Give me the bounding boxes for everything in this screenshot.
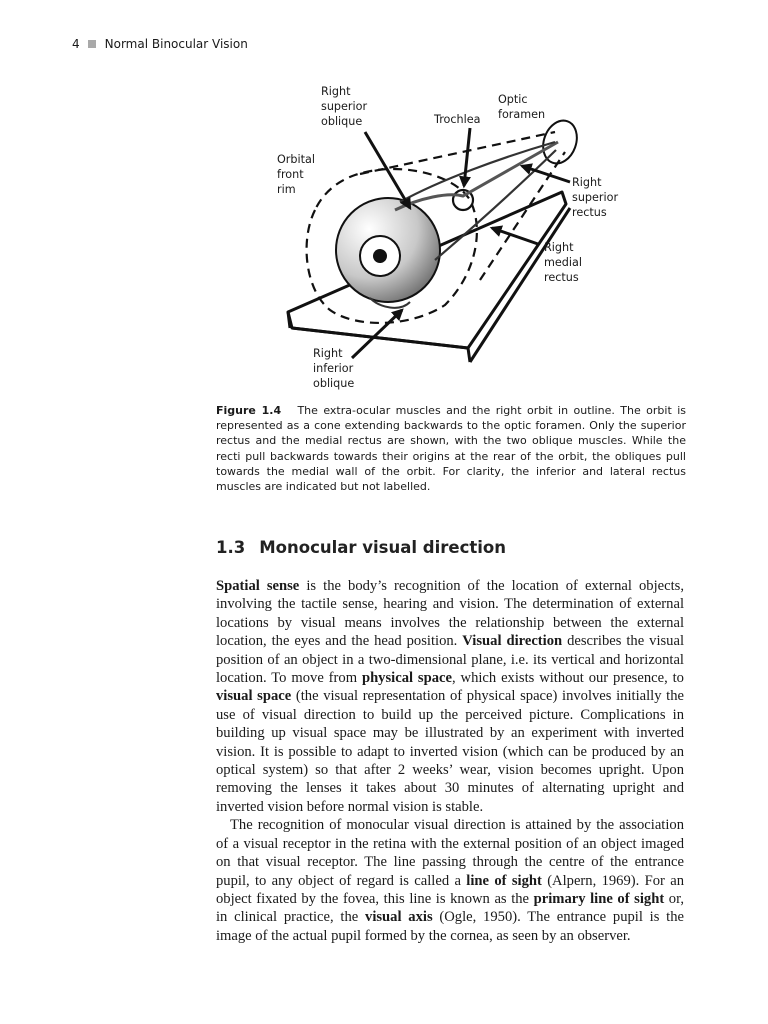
figure-caption-label: Figure 1.4 <box>216 404 282 417</box>
term-spatial-sense: Spatial sense <box>216 578 300 594</box>
section-title: Monocular visual direction <box>259 538 506 557</box>
paragraph-1-text-a: is the body’s recognition of the location of external objects, involving the tactile sense, hearing and vision. The determination of external locations by visual means involves the relationship between the external location, the eyes and the head position. <box>216 578 684 650</box>
term-physical-space: physical space <box>361 670 452 687</box>
term-primary-line-of-sight: primary line of sight <box>533 890 665 907</box>
running-header <box>72 37 248 51</box>
page-number: 4 <box>72 37 80 51</box>
figure-caption-text: The extra-ocular muscles and the right orbit in outline. The orbit is represented as a cone extending backwards to the optic foramen. Only the superior rectus and the medial rectus are shown, with the two oblique muscles. While the recti pull backwards towards their origins at the rear of the orbit, the obliques pull towards the medial wall of the orbit. For clarity, the inferior and lateral rectus muscles are indicated but not labelled. <box>216 404 686 494</box>
figure-caption <box>216 403 686 494</box>
paragraph-2-text-a: The recognition of monocular visual direction is attained by the association of a visual receptor in the retina with the external position of an object imaged on that visual receptor. The line passing through the centre of the entrance pupil, to any object of regard is called a <box>216 817 684 889</box>
label-right-inferior-oblique: Right inferior oblique <box>313 347 355 390</box>
arrow-right-superior-oblique <box>365 132 410 208</box>
paragraph-2 <box>216 816 684 945</box>
section-number: 1.3 <box>216 538 246 557</box>
body-text <box>216 577 684 945</box>
label-right-medial-rectus: Right medial rectus <box>544 241 582 284</box>
paragraph-1-text-c: , which exists without our presence, to <box>451 670 684 687</box>
pupil <box>373 249 387 263</box>
label-orbital-front-rim: Orbital front rim <box>277 153 315 196</box>
paragraph-2-text-c: or, in clinical practice, the <box>216 890 685 926</box>
paragraph-1-text-d: (the visual representation of physical space) involves initially the use of visual direction to build up the perceived picture. Complications in building up visual space may be illustrated by an experiment with inverted vision. It is possible to adapt to inverted vision (which can be produced by an optical system) so that after 2 weeks’ wear, vision becomes upright. Upon removing the lenses it takes about 30 minutes of alternating upright and inverted vision before normal vision is stable. <box>216 688 684 815</box>
label-optic-foramen: Optic foramen <box>498 93 546 121</box>
term-line-of-sight: line of sight <box>466 872 542 889</box>
paragraph-2-text-b: (Alpern, 1969). For an object fixated by the fovea, this line is known as the <box>216 872 685 907</box>
section-heading <box>216 538 506 557</box>
label-trochlea: Trochlea <box>434 113 481 126</box>
label-right-superior-oblique: Right superior oblique <box>321 85 368 128</box>
label-right-superior-rectus: Right superior rectus <box>572 176 619 219</box>
paragraph-2-text-d: (Ogle, 1950). The entrance pupil is the image of the actual pupil formed by the cornea, as seen by an observer. <box>216 909 684 944</box>
term-visual-direction: Visual direction <box>462 633 563 650</box>
figure-orbit-diagram <box>270 80 619 400</box>
term-visual-space: visual space <box>216 688 292 705</box>
term-visual-axis: visual axis <box>365 909 433 926</box>
paragraph-1 <box>216 577 684 816</box>
running-title: Normal Binocular Vision <box>104 37 248 51</box>
arrow-trochlea <box>464 128 470 186</box>
header-square-ornament <box>88 40 96 48</box>
paragraph-1-text-b: describes the visual position of an object in a two-dimensional plane, i.e. its vertical and horizontal location. To move from <box>216 633 685 687</box>
